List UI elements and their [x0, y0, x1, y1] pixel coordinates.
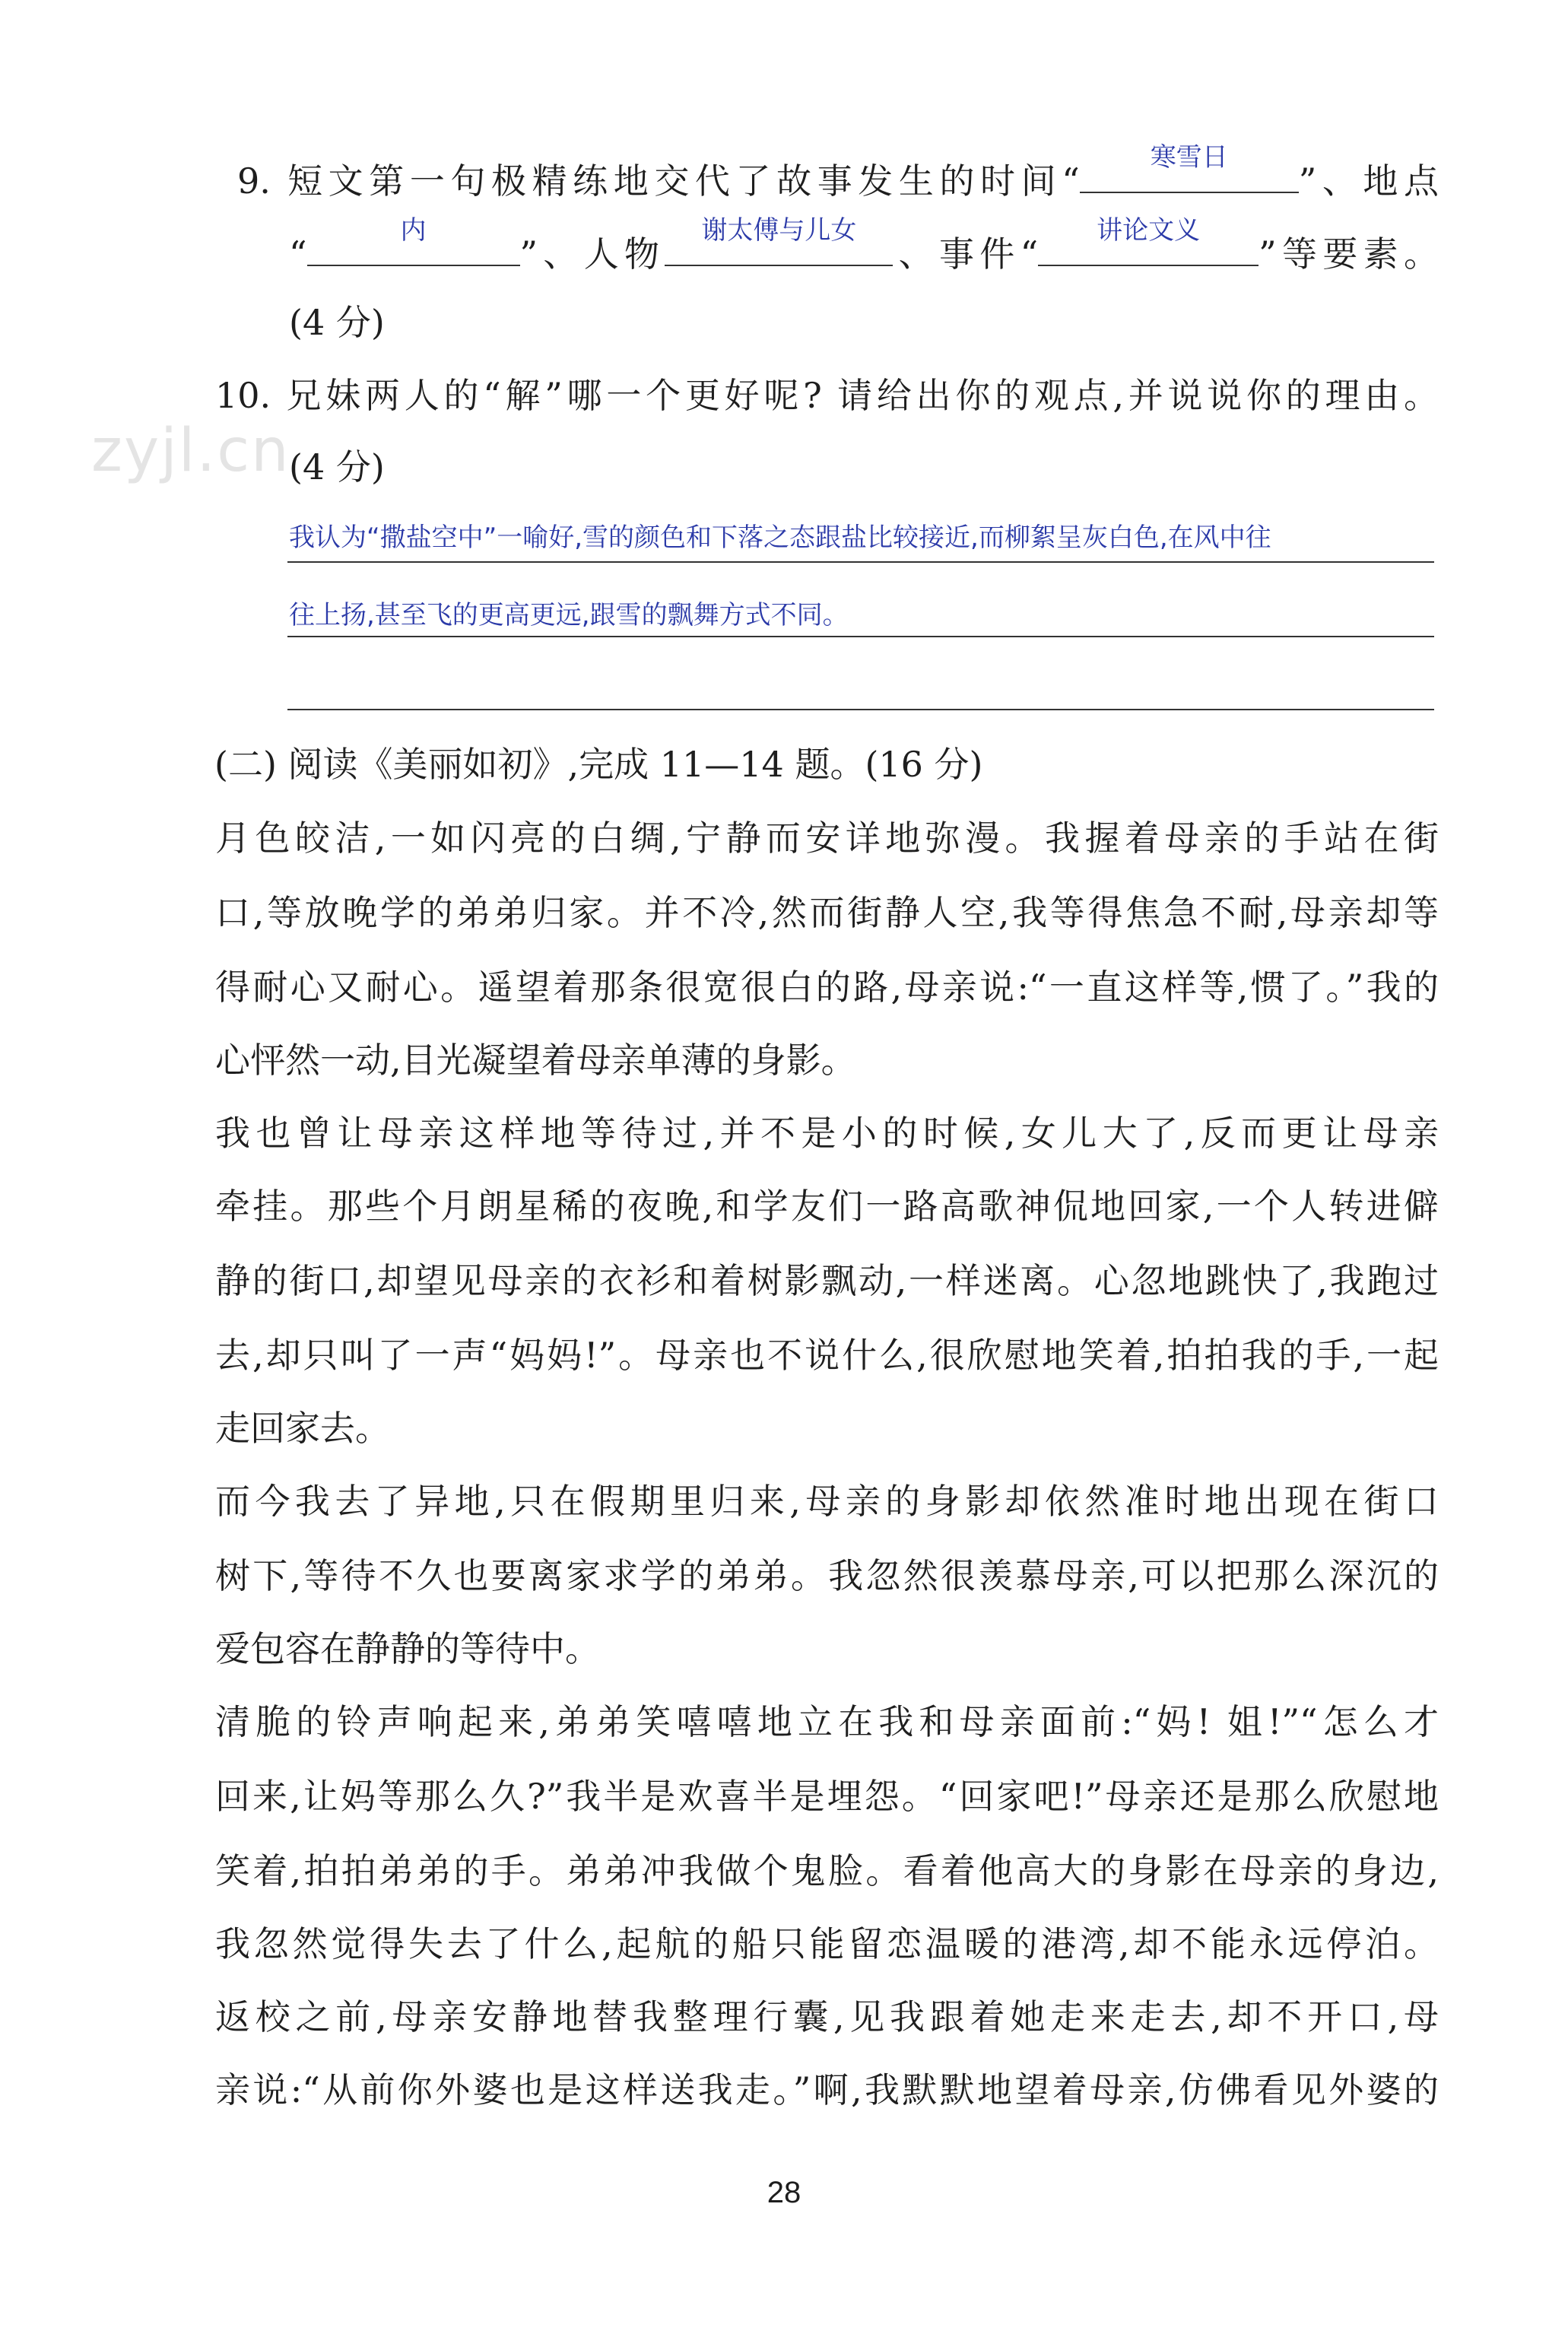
passage-line: 笑着,拍拍弟弟的手。弟弟冲我做个鬼脸。看着他高大的身影在母亲的身边,	[215, 1850, 1439, 1891]
passage-line: 得耐心又耐心。遥望着那条很宽很白的路,母亲说:“一直这样等,惯了。”我的	[215, 967, 1439, 1008]
q9-text: 、事件“	[893, 233, 1039, 275]
q10-answer-line-2: 往上扬,甚至飞的更高更远,跟雪的飘舞方式不同。	[289, 600, 849, 630]
passage-line: 爱包容在静静的等待中。	[215, 1628, 600, 1669]
q9-text: ”等要素。	[1259, 233, 1439, 275]
q9-text: ”、人物	[519, 233, 665, 275]
q9-text: 9. 短文第一句极精练地交代了故事发生的时间“	[237, 160, 1080, 202]
q10-score: (4 分)	[289, 446, 385, 487]
passage-line: 回来,让妈等那么久?”我半是欢喜半是埋怨。“回家吧!”母亲还是那么欣慰地	[215, 1776, 1439, 1817]
page-number: 28	[767, 2176, 801, 2209]
q9-answer-people: 谢太傅与儿女	[701, 215, 857, 246]
q9-score: (4 分)	[289, 302, 385, 343]
q9-answer-blank-people	[665, 215, 893, 266]
passage-line: 月色皎洁,一如闪亮的白绸,宁静而安详地弥漫。我握着母亲的手站在街	[215, 818, 1439, 859]
passage-line: 静的街口,却望见母亲的衣衫和着树影飘动,一样迷离。心忽地跳快了,我跑过	[215, 1260, 1439, 1301]
watermark: zyjl.cn	[91, 417, 290, 485]
q9-answer-time: 寒雪日	[1150, 142, 1228, 173]
passage-line: 返校之前,母亲安静地替我整理行囊,见我跟着她走来走去,却不开口,母	[215, 1996, 1439, 2037]
q10-question: 10. 兄妹两人的“解”哪一个更好呢? 请给出你的观点,并说说你的理由。	[215, 375, 1439, 416]
q9-text: ”、地点	[1298, 160, 1439, 202]
q9-answer-blank-event	[1038, 215, 1259, 266]
q9-answer-place: 内	[400, 215, 427, 246]
passage-line: 树下,等待不久也要离家求学的弟弟。我忽然很羡慕母亲,可以把那么深沉的	[215, 1555, 1439, 1596]
passage-line: 心怦然一动,目光凝望着母亲单薄的身影。	[215, 1040, 856, 1081]
passage-line: 口,等放晚学的弟弟归家。并不冷,然而街静人空,我等得焦急不耐,母亲却等	[215, 892, 1439, 933]
q9-answer-blank-place	[307, 215, 520, 266]
passage-line: 去,却只叫了一声“妈妈!”。母亲也不说什么,很欣慰地笑着,拍拍我的手,一起	[215, 1335, 1439, 1376]
q9-text: “	[289, 233, 307, 275]
section-heading: (二) 阅读《美丽如初》,完成 11—14 题。(16 分)	[214, 744, 983, 785]
answer-rule-3	[287, 709, 1434, 710]
q9-answer-blank-time	[1080, 142, 1299, 193]
passage-line: 亲说:“从前你外婆也是这样送我走。”啊,我默默地望着母亲,仿佛看见外婆的	[215, 2069, 1439, 2110]
passage-line: 走回家去。	[215, 1408, 390, 1449]
q9-line-2	[289, 215, 1439, 275]
passage-line: 清脆的铃声响起来,弟弟笑嘻嘻地立在我和母亲面前:“妈! 姐!”“怎么才	[215, 1701, 1439, 1742]
q10-answer-line-1: 我认为“撒盐空中”一喻好,雪的颜色和下落之态跟盐比较接近,而柳絮呈灰白色,在风中往	[289, 522, 1271, 553]
q9-answer-event: 讲论文义	[1097, 215, 1201, 246]
answer-rule-1	[287, 561, 1434, 563]
passage-line: 牵挂。那些个月朗星稀的夜晚,和学友们一路高歌神侃地回家,一个人转进僻	[215, 1186, 1439, 1227]
passage-line: 我也曾让母亲这样地等待过,并不是小的时候,女儿大了,反而更让母亲	[215, 1113, 1439, 1154]
passage-line: 我忽然觉得失去了什么,起航的船只能留恋温暖的港湾,却不能永远停泊。	[215, 1923, 1439, 1964]
answer-rule-2	[287, 636, 1434, 637]
q9-line-1	[237, 142, 1439, 202]
passage-line: 而今我去了异地,只在假期里归来,母亲的身影却依然准时地出现在街口	[215, 1481, 1439, 1522]
